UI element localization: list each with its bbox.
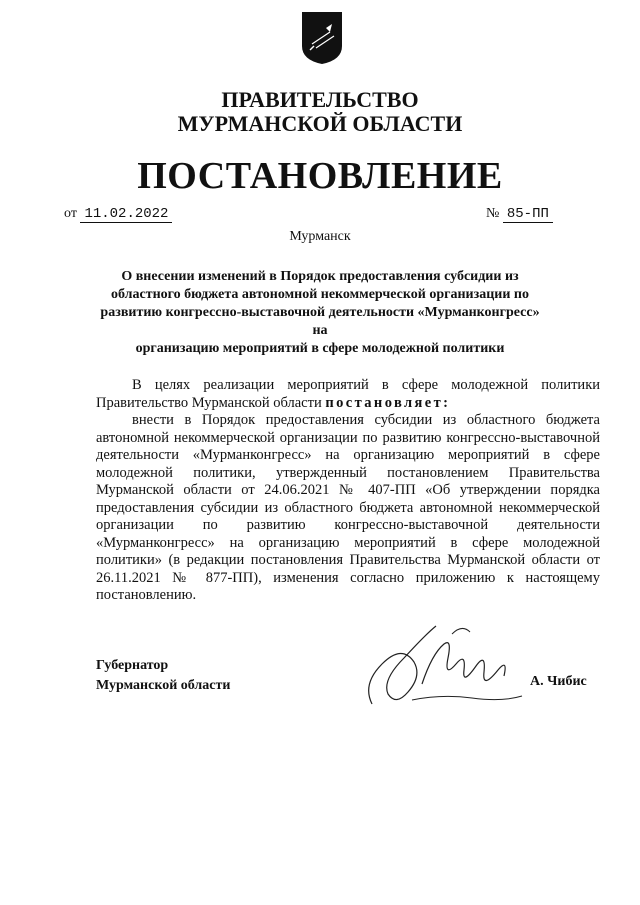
document-date: [64, 206, 172, 223]
number-value: 85-ПП: [503, 206, 553, 223]
position-line: Мурманской области: [96, 678, 231, 693]
title-line: развитию конгрессно-выставочной деятельности «Мурманконгресс» на: [100, 305, 540, 338]
coat-of-arms-icon: [300, 10, 344, 66]
document-type-heading: ПОСТАНОВЛЕНИЕ: [137, 155, 503, 197]
signatory-name: А. Чибис: [530, 674, 587, 689]
city: Мурманск: [289, 229, 351, 244]
document-number: [486, 206, 553, 223]
signatory-position: [96, 656, 230, 696]
preamble-text: В целях реализации мероприятий в сфере молодежной политики Правительство Мурманской области: [96, 377, 600, 411]
preamble-paragraph: [96, 377, 600, 412]
handwritten-signature: [352, 614, 542, 724]
document-title: [92, 268, 548, 358]
resolution-paragraph: внести в Порядок предоставления субсидии из областного бюджета автономной некоммерческой организации по развитию конгрессно-выставочной деятельности «Мурманконгресс» на организацию мероприятий в сфере молодежной политики, утвержденный постановлением Правительства Мурманской области от 24.06.2021 № 407-ПП «Об утверждении порядка предоставления субсидии из областного бюджета автономной некоммерческой организации по развитию конгрессно-выставочной деятельности «Мурманконгресс» на организацию мероприятий в сфере молодежной политики» (в редакции постановления Правительства Мурманской области от 26.11.2021 № 877-ПП), изменения согласно приложению к настоящему постановлению.: [96, 412, 600, 603]
number-prefix: №: [486, 206, 500, 221]
position-line: Губернатор: [96, 658, 169, 673]
date-value: 11.02.2022: [80, 206, 172, 223]
org-name-line1: ПРАВИТЕЛЬСТВО: [221, 87, 419, 112]
title-line: организацию мероприятий в сфере молодежной политики: [135, 341, 505, 356]
title-line: О внесении изменений в Порядок предоставления субсидии из: [121, 269, 519, 284]
resolves-word: постановляет:: [325, 394, 451, 411]
title-line: областного бюджета автономной некоммерческой организации по: [111, 287, 529, 302]
date-prefix: от: [64, 206, 77, 221]
org-name-line2: МУРМАНСКОЙ ОБЛАСТИ: [177, 111, 463, 136]
